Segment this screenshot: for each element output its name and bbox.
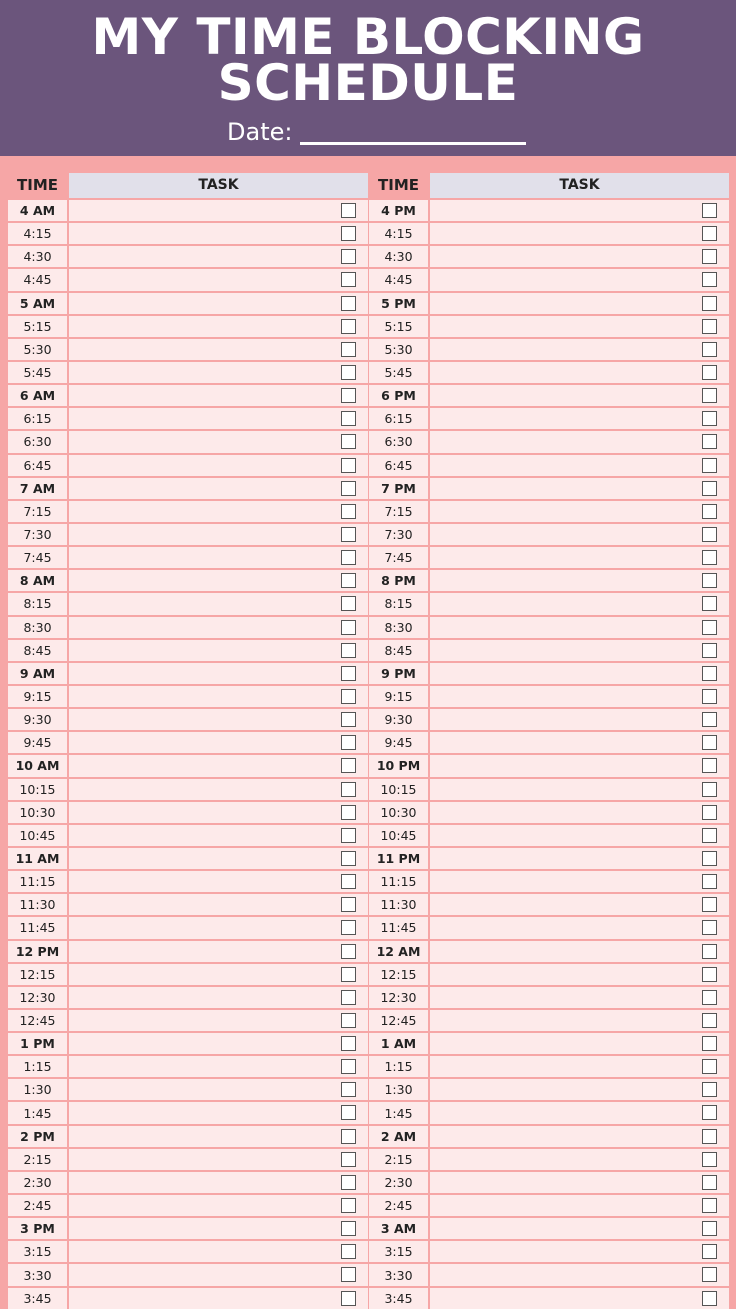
task-checkbox[interactable] [341, 920, 356, 935]
date-input-line[interactable] [300, 142, 526, 145]
task-cell[interactable] [69, 848, 368, 869]
task-checkbox[interactable] [702, 342, 717, 357]
task-checkbox[interactable] [341, 1059, 356, 1074]
task-checkbox[interactable] [702, 365, 717, 380]
task-cell[interactable] [69, 941, 368, 962]
task-checkbox[interactable] [341, 851, 356, 866]
time-cell: 4:30 [369, 246, 428, 267]
task-checkbox[interactable] [341, 897, 356, 912]
time-cell: 12:45 [369, 1010, 428, 1031]
task-cell[interactable] [430, 964, 729, 985]
task-checkbox[interactable] [341, 1244, 356, 1259]
task-cell[interactable] [69, 1172, 368, 1193]
task-cell[interactable] [430, 431, 729, 452]
time-cell: 7:30 [8, 524, 67, 545]
task-checkbox[interactable] [702, 920, 717, 935]
task-checkbox[interactable] [702, 712, 717, 727]
time-cell: 8:30 [8, 617, 67, 638]
task-checkbox[interactable] [702, 550, 717, 565]
task-cell[interactable] [430, 200, 729, 221]
task-cell[interactable] [69, 547, 368, 568]
task-cell[interactable] [430, 848, 729, 869]
task-cell[interactable] [69, 455, 368, 476]
task-checkbox[interactable] [341, 1267, 356, 1282]
task-cell[interactable] [69, 1195, 368, 1216]
task-cell[interactable] [69, 1056, 368, 1077]
task-cell[interactable] [430, 1195, 729, 1216]
time-cell: 11 PM [369, 848, 428, 869]
task-cell[interactable] [69, 617, 368, 638]
task-checkbox[interactable] [341, 1291, 356, 1306]
time-column-header: TIME [369, 173, 428, 198]
task-cell[interactable] [430, 362, 729, 383]
task-checkbox[interactable] [702, 735, 717, 750]
task-checkbox[interactable] [341, 481, 356, 496]
task-cell[interactable] [69, 1126, 368, 1147]
task-cell[interactable] [69, 408, 368, 429]
task-checkbox[interactable] [341, 1221, 356, 1236]
time-cell: 11:45 [8, 917, 67, 938]
task-cell[interactable] [430, 894, 729, 915]
time-cell: 6 AM [8, 385, 67, 406]
time-cell: 8:45 [369, 640, 428, 661]
task-cell[interactable] [430, 1149, 729, 1170]
task-checkbox[interactable] [341, 226, 356, 241]
task-checkbox[interactable] [341, 805, 356, 820]
task-checkbox[interactable] [341, 735, 356, 750]
task-checkbox[interactable] [702, 666, 717, 681]
time-cell: 3:30 [8, 1264, 67, 1285]
task-cell[interactable] [69, 802, 368, 823]
time-cell: 6:15 [369, 408, 428, 429]
task-cell[interactable] [430, 732, 729, 753]
task-checkbox[interactable] [341, 272, 356, 287]
task-checkbox[interactable] [341, 1013, 356, 1028]
time-cell: 4:15 [369, 223, 428, 244]
task-checkbox[interactable] [702, 620, 717, 635]
task-checkbox[interactable] [341, 828, 356, 843]
task-cell[interactable] [430, 570, 729, 591]
task-checkbox[interactable] [702, 828, 717, 843]
task-checkbox[interactable] [341, 782, 356, 797]
task-checkbox[interactable] [341, 527, 356, 542]
task-cell[interactable] [69, 964, 368, 985]
task-cell[interactable] [69, 478, 368, 499]
task-checkbox[interactable] [702, 1198, 717, 1213]
time-cell: 9 AM [8, 663, 67, 684]
task-cell[interactable] [430, 1264, 729, 1285]
task-cell[interactable] [430, 1218, 729, 1239]
time-cell: 8 AM [8, 570, 67, 591]
task-cell[interactable] [69, 1079, 368, 1100]
task-checkbox[interactable] [341, 874, 356, 889]
task-cell[interactable] [430, 1033, 729, 1054]
task-checkbox[interactable] [341, 1036, 356, 1051]
task-cell[interactable] [430, 385, 729, 406]
task-cell[interactable] [430, 640, 729, 661]
task-checkbox[interactable] [702, 249, 717, 264]
task-cell[interactable] [430, 223, 729, 244]
time-column-header: TIME [8, 173, 67, 198]
time-cell: 11:15 [8, 871, 67, 892]
time-cell: 6:15 [8, 408, 67, 429]
task-cell[interactable] [69, 663, 368, 684]
task-checkbox[interactable] [341, 203, 356, 218]
time-cell: 5:15 [8, 316, 67, 337]
task-cell[interactable] [69, 1102, 368, 1123]
task-checkbox[interactable] [341, 249, 356, 264]
time-cell: 1 PM [8, 1033, 67, 1054]
task-cell[interactable] [430, 871, 729, 892]
task-cell[interactable] [430, 455, 729, 476]
time-cell: 9:30 [8, 709, 67, 730]
task-cell[interactable] [69, 1288, 368, 1309]
time-cell: 5:15 [369, 316, 428, 337]
task-checkbox[interactable] [341, 689, 356, 704]
task-cell[interactable] [69, 593, 368, 614]
time-cell: 3:15 [8, 1241, 67, 1262]
task-checkbox[interactable] [702, 434, 717, 449]
time-cell: 5:45 [369, 362, 428, 383]
task-checkbox[interactable] [702, 388, 717, 403]
task-cell[interactable] [430, 709, 729, 730]
task-cell[interactable] [430, 339, 729, 360]
task-cell[interactable] [430, 987, 729, 1008]
time-cell: 6:30 [8, 431, 67, 452]
time-cell: 9:15 [369, 686, 428, 707]
time-cell: 11:45 [369, 917, 428, 938]
task-checkbox[interactable] [702, 689, 717, 704]
time-cell: 11:15 [369, 871, 428, 892]
time-cell: 9:45 [8, 732, 67, 753]
time-cell: 7:15 [369, 501, 428, 522]
task-checkbox[interactable] [702, 1105, 717, 1120]
time-cell: 3 PM [8, 1218, 67, 1239]
task-checkbox[interactable] [341, 550, 356, 565]
task-cell[interactable] [69, 293, 368, 314]
task-checkbox[interactable] [341, 388, 356, 403]
task-cell[interactable] [69, 1033, 368, 1054]
time-cell: 5:30 [8, 339, 67, 360]
task-cell[interactable] [69, 501, 368, 522]
task-checkbox[interactable] [702, 411, 717, 426]
task-cell[interactable] [430, 917, 729, 938]
task-checkbox[interactable] [341, 573, 356, 588]
task-cell[interactable] [69, 269, 368, 290]
time-cell: 2 AM [369, 1126, 428, 1147]
time-cell: 3:15 [369, 1241, 428, 1262]
task-checkbox[interactable] [341, 342, 356, 357]
time-cell: 9 PM [369, 663, 428, 684]
task-cell[interactable] [69, 755, 368, 776]
task-cell[interactable] [69, 524, 368, 545]
task-checkbox[interactable] [702, 782, 717, 797]
task-checkbox[interactable] [341, 458, 356, 473]
time-cell: 11:30 [8, 894, 67, 915]
time-cell: 12:30 [8, 987, 67, 1008]
task-cell[interactable] [430, 246, 729, 267]
task-cell[interactable] [430, 501, 729, 522]
task-checkbox[interactable] [341, 620, 356, 635]
time-cell: 2:45 [369, 1195, 428, 1216]
task-cell[interactable] [430, 1172, 729, 1193]
task-cell[interactable] [69, 686, 368, 707]
time-cell: 10 AM [8, 755, 67, 776]
time-cell: 1:15 [369, 1056, 428, 1077]
task-cell[interactable] [430, 1126, 729, 1147]
page-title-line-2: SCHEDULE [217, 54, 519, 112]
task-checkbox[interactable] [702, 851, 717, 866]
task-cell[interactable] [69, 1149, 368, 1170]
time-cell: 3 AM [369, 1218, 428, 1239]
time-cell: 6:45 [8, 455, 67, 476]
time-cell: 12 PM [8, 941, 67, 962]
task-checkbox[interactable] [702, 1059, 717, 1074]
task-checkbox[interactable] [702, 897, 717, 912]
time-cell: 1:30 [369, 1079, 428, 1100]
time-cell: 1:30 [8, 1079, 67, 1100]
page-title-line-1: MY TIME BLOCKING [91, 8, 645, 66]
task-checkbox[interactable] [702, 1013, 717, 1028]
task-checkbox[interactable] [341, 666, 356, 681]
time-cell: 6 PM [369, 385, 428, 406]
task-checkbox[interactable] [341, 504, 356, 519]
task-cell[interactable] [430, 686, 729, 707]
time-cell: 4:45 [8, 269, 67, 290]
task-checkbox[interactable] [341, 967, 356, 982]
task-checkbox[interactable] [702, 272, 717, 287]
task-cell[interactable] [69, 640, 368, 661]
task-checkbox[interactable] [702, 643, 717, 658]
time-cell: 12:30 [369, 987, 428, 1008]
time-cell: 7:45 [8, 547, 67, 568]
task-cell[interactable] [430, 316, 729, 337]
time-cell: 5 PM [369, 293, 428, 314]
time-cell: 4:15 [8, 223, 67, 244]
task-cell[interactable] [69, 1218, 368, 1239]
task-cell[interactable] [69, 431, 368, 452]
task-checkbox[interactable] [341, 596, 356, 611]
task-cell[interactable] [430, 1056, 729, 1077]
task-cell[interactable] [69, 339, 368, 360]
task-cell[interactable] [69, 385, 368, 406]
task-checkbox[interactable] [341, 1152, 356, 1167]
time-cell: 2:45 [8, 1195, 67, 1216]
time-cell: 2:30 [8, 1172, 67, 1193]
task-checkbox[interactable] [341, 1082, 356, 1097]
time-cell: 2:15 [369, 1149, 428, 1170]
task-cell[interactable] [430, 593, 729, 614]
time-cell: 10:15 [369, 779, 428, 800]
time-cell: 11 AM [8, 848, 67, 869]
task-checkbox[interactable] [702, 758, 717, 773]
task-cell[interactable] [69, 894, 368, 915]
task-cell[interactable] [69, 316, 368, 337]
task-checkbox[interactable] [341, 319, 356, 334]
task-checkbox[interactable] [341, 643, 356, 658]
task-cell[interactable] [69, 779, 368, 800]
time-cell: 10:30 [8, 802, 67, 823]
task-cell[interactable] [69, 987, 368, 1008]
task-cell[interactable] [430, 293, 729, 314]
time-cell: 7:30 [369, 524, 428, 545]
time-cell: 8:15 [369, 593, 428, 614]
task-checkbox[interactable] [341, 1129, 356, 1144]
task-cell[interactable] [69, 1264, 368, 1285]
date-label: Date: [227, 118, 293, 146]
time-cell: 2:30 [369, 1172, 428, 1193]
time-cell: 4 AM [8, 200, 67, 221]
task-cell[interactable] [430, 269, 729, 290]
task-checkbox[interactable] [702, 319, 717, 334]
task-checkbox[interactable] [702, 990, 717, 1005]
time-cell: 10:45 [369, 825, 428, 846]
task-cell[interactable] [430, 802, 729, 823]
time-cell: 10:30 [369, 802, 428, 823]
task-checkbox[interactable] [341, 1175, 356, 1190]
time-cell: 12 AM [369, 941, 428, 962]
task-checkbox[interactable] [702, 1152, 717, 1167]
time-cell: 5 AM [8, 293, 67, 314]
task-checkbox[interactable] [702, 226, 717, 241]
time-cell: 4 PM [369, 200, 428, 221]
time-cell: 1 AM [369, 1033, 428, 1054]
time-cell: 3:45 [8, 1288, 67, 1309]
task-checkbox[interactable] [702, 1082, 717, 1097]
task-checkbox[interactable] [702, 504, 717, 519]
task-cell[interactable] [69, 825, 368, 846]
time-cell: 3:45 [369, 1288, 428, 1309]
time-cell: 12:15 [8, 964, 67, 985]
task-cell[interactable] [430, 408, 729, 429]
time-cell: 8:45 [8, 640, 67, 661]
time-cell: 12:45 [8, 1010, 67, 1031]
time-cell: 5:45 [8, 362, 67, 383]
time-cell: 11:30 [369, 894, 428, 915]
time-cell: 9:15 [8, 686, 67, 707]
task-checkbox[interactable] [341, 411, 356, 426]
time-cell: 9:45 [369, 732, 428, 753]
task-column-header: TASK [69, 173, 368, 198]
task-cell[interactable] [430, 941, 729, 962]
task-cell[interactable] [430, 1010, 729, 1031]
time-cell: 7:15 [8, 501, 67, 522]
task-column-header: TASK [430, 173, 729, 198]
task-cell[interactable] [69, 871, 368, 892]
time-cell: 6:30 [369, 431, 428, 452]
task-cell[interactable] [430, 755, 729, 776]
task-cell[interactable] [69, 362, 368, 383]
task-checkbox[interactable] [702, 458, 717, 473]
task-cell[interactable] [430, 779, 729, 800]
time-cell: 3:30 [369, 1264, 428, 1285]
time-cell: 12:15 [369, 964, 428, 985]
time-cell: 9:30 [369, 709, 428, 730]
time-cell: 5:30 [369, 339, 428, 360]
task-cell[interactable] [430, 478, 729, 499]
task-checkbox[interactable] [341, 434, 356, 449]
task-checkbox[interactable] [341, 1198, 356, 1213]
task-checkbox[interactable] [702, 967, 717, 982]
task-checkbox[interactable] [341, 990, 356, 1005]
task-checkbox[interactable] [702, 874, 717, 889]
task-checkbox[interactable] [702, 1221, 717, 1236]
task-checkbox[interactable] [341, 712, 356, 727]
task-checkbox[interactable] [702, 481, 717, 496]
task-cell[interactable] [430, 1102, 729, 1123]
time-cell: 7 AM [8, 478, 67, 499]
time-cell: 7 PM [369, 478, 428, 499]
time-cell: 10 PM [369, 755, 428, 776]
task-checkbox[interactable] [341, 296, 356, 311]
task-checkbox[interactable] [702, 805, 717, 820]
task-checkbox[interactable] [702, 527, 717, 542]
task-checkbox[interactable] [702, 573, 717, 588]
task-checkbox[interactable] [702, 296, 717, 311]
time-cell: 10:15 [8, 779, 67, 800]
task-checkbox[interactable] [702, 596, 717, 611]
task-cell[interactable] [69, 732, 368, 753]
task-checkbox[interactable] [341, 365, 356, 380]
task-checkbox[interactable] [341, 758, 356, 773]
task-checkbox[interactable] [341, 1105, 356, 1120]
task-cell[interactable] [69, 1241, 368, 1262]
task-checkbox[interactable] [702, 944, 717, 959]
page-header [0, 0, 736, 156]
task-cell[interactable] [69, 223, 368, 244]
time-cell: 4:45 [369, 269, 428, 290]
task-cell[interactable] [69, 709, 368, 730]
task-cell[interactable] [430, 547, 729, 568]
task-cell[interactable] [430, 663, 729, 684]
task-checkbox[interactable] [702, 203, 717, 218]
time-cell: 8:30 [369, 617, 428, 638]
task-cell[interactable] [69, 200, 368, 221]
time-cell: 10:45 [8, 825, 67, 846]
time-cell: 8:15 [8, 593, 67, 614]
time-cell: 2 PM [8, 1126, 67, 1147]
task-checkbox[interactable] [702, 1244, 717, 1259]
task-checkbox[interactable] [702, 1036, 717, 1051]
task-cell[interactable] [430, 524, 729, 545]
task-cell[interactable] [69, 1010, 368, 1031]
time-cell: 2:15 [8, 1149, 67, 1170]
task-cell[interactable] [430, 1079, 729, 1100]
task-cell[interactable] [430, 1288, 729, 1309]
time-cell: 1:45 [369, 1102, 428, 1123]
task-cell[interactable] [69, 246, 368, 267]
time-cell: 1:15 [8, 1056, 67, 1077]
task-cell[interactable] [430, 617, 729, 638]
time-cell: 1:45 [8, 1102, 67, 1123]
task-cell[interactable] [69, 570, 368, 591]
task-cell[interactable] [69, 917, 368, 938]
time-cell: 4:30 [8, 246, 67, 267]
task-checkbox[interactable] [702, 1291, 717, 1306]
task-checkbox[interactable] [341, 944, 356, 959]
task-cell[interactable] [430, 825, 729, 846]
time-cell: 8 PM [369, 570, 428, 591]
time-cell: 7:45 [369, 547, 428, 568]
task-checkbox[interactable] [702, 1175, 717, 1190]
task-checkbox[interactable] [702, 1129, 717, 1144]
task-checkbox[interactable] [702, 1267, 717, 1282]
task-cell[interactable] [430, 1241, 729, 1262]
time-cell: 6:45 [369, 455, 428, 476]
